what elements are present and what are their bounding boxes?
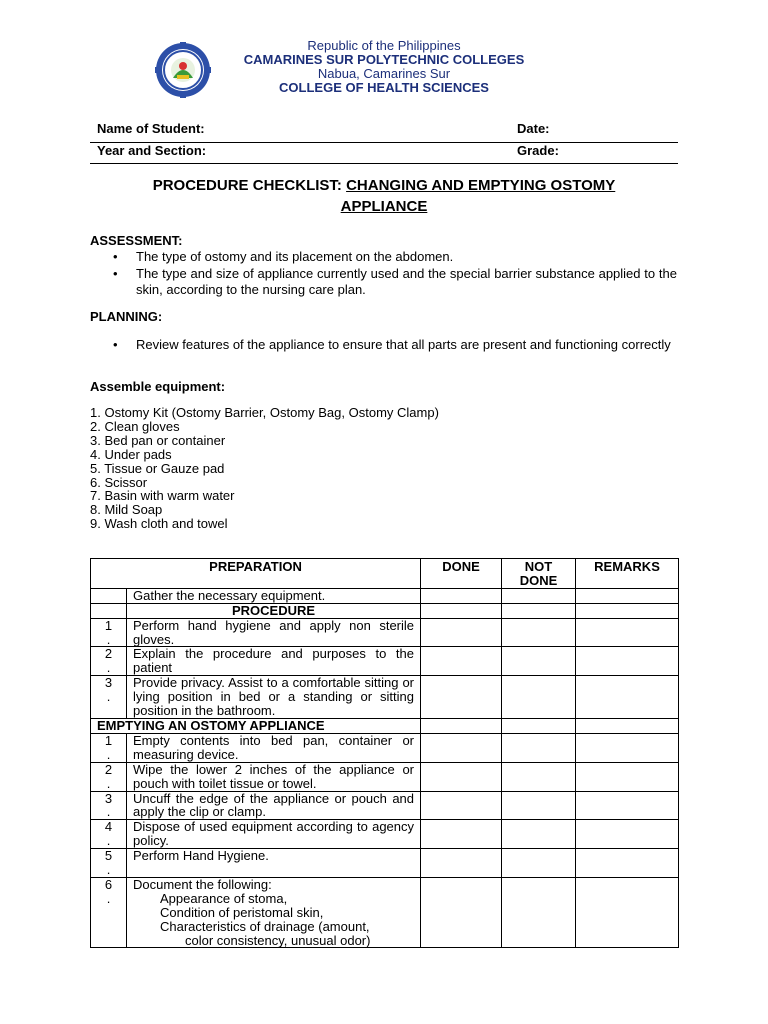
- step-text: Empty contents into bed pan, container or measuring device.: [127, 733, 421, 762]
- table-row: [91, 618, 679, 647]
- name-date-row: [90, 118, 678, 139]
- step-text: Provide privacy. Assist to a comfortable sitting or lying position in bed or a standing or sitting position in the bathroom.: [127, 676, 421, 719]
- row-number: 3 .: [91, 676, 127, 719]
- not-done-cell[interactable]: [502, 849, 576, 878]
- page-title-line2: [0, 198, 768, 215]
- remarks-cell[interactable]: [576, 849, 679, 878]
- row-number: 5 .: [91, 849, 127, 878]
- remarks-cell[interactable]: [576, 762, 679, 791]
- header-republic: Republic of the Philippines: [307, 38, 461, 53]
- done-cell[interactable]: [421, 762, 502, 791]
- step-text: Perform Hand Hygiene.: [127, 849, 421, 878]
- not-done-cell[interactable]: [502, 603, 576, 618]
- remarks-cell[interactable]: [576, 877, 679, 948]
- table-row: [91, 718, 679, 733]
- title-line1: CHANGING AND EMPTYING OSTOMY: [346, 177, 616, 194]
- header-location: Nabua, Camarines Sur: [317, 66, 451, 81]
- done-cell[interactable]: [421, 603, 502, 618]
- remarks-cell[interactable]: [576, 676, 679, 719]
- step-text: Dispose of used equipment according to agency policy.: [127, 820, 421, 849]
- equipment-item: 9. Wash cloth and towel: [90, 516, 228, 532]
- done-cell[interactable]: [421, 618, 502, 647]
- bullet-icon: •: [113, 249, 118, 264]
- col-remarks: REMARKS: [576, 559, 679, 589]
- equipment-item: 4. Under pads: [90, 446, 172, 462]
- date-label: Date:: [517, 121, 550, 136]
- equipment-item: 7. Basin with warm water: [90, 488, 235, 504]
- step-text: Uncuff the edge of the appliance or pouch and apply the clip or clamp.: [127, 791, 421, 820]
- not-done-cell[interactable]: [502, 877, 576, 948]
- col-done: DONE: [421, 559, 502, 589]
- title-prefix: PROCEDURE CHECKLIST:: [152, 177, 347, 194]
- table-row: [91, 849, 679, 878]
- done-cell[interactable]: [421, 718, 502, 733]
- done-cell[interactable]: [421, 676, 502, 719]
- table-row: [91, 676, 679, 719]
- bullet-icon: •: [113, 266, 118, 281]
- assessment-item: The type of ostomy and its placement on the abdomen.: [136, 249, 454, 264]
- not-done-cell[interactable]: [502, 647, 576, 676]
- step-text: Wipe the lower 2 inches of the appliance or pouch with toilet tissue or towel.: [127, 762, 421, 791]
- gather-text: Gather the necessary equipment.: [127, 588, 421, 603]
- year-label: Year and Section:: [97, 143, 207, 158]
- equipment-item: 2. Clean gloves: [90, 418, 180, 434]
- row-number: 6 .: [91, 877, 127, 948]
- table-header-row: [91, 559, 679, 589]
- not-done-cell[interactable]: [502, 733, 576, 762]
- table-row: [91, 820, 679, 849]
- remarks-cell[interactable]: [576, 718, 679, 733]
- done-cell[interactable]: [421, 733, 502, 762]
- row-number: 2 .: [91, 647, 127, 676]
- bullet-icon: •: [113, 337, 118, 352]
- divider: [90, 163, 678, 164]
- remarks-cell[interactable]: [576, 733, 679, 762]
- table-row: [91, 603, 679, 618]
- table-row: [91, 733, 679, 762]
- not-done-cell[interactable]: [502, 820, 576, 849]
- assessment-heading: ASSESSMENT:: [90, 233, 183, 248]
- remarks-cell[interactable]: [576, 603, 679, 618]
- not-done-cell[interactable]: [502, 588, 576, 603]
- row-number: 1 .: [91, 733, 127, 762]
- equipment-item: 6. Scissor: [90, 474, 148, 490]
- remarks-cell[interactable]: [576, 791, 679, 820]
- done-cell[interactable]: [421, 588, 502, 603]
- grade-label: Grade:: [517, 143, 559, 158]
- done-cell[interactable]: [421, 791, 502, 820]
- col-not-done: NOT DONE: [502, 559, 576, 589]
- done-cell[interactable]: [421, 820, 502, 849]
- done-cell[interactable]: [421, 849, 502, 878]
- row-number: 2 .: [91, 762, 127, 791]
- procedure-heading: PROCEDURE: [127, 603, 421, 618]
- remarks-cell[interactable]: [576, 618, 679, 647]
- assessment-item: The type and size of appliance currently used and the special barrier substance applied to the skin, according to the nursing care plan.: [136, 266, 677, 297]
- equipment-heading: Assemble equipment:: [90, 379, 226, 394]
- col-preparation: PREPARATION: [91, 559, 421, 589]
- equipment-item: 5. Tissue or Gauze pad: [90, 460, 225, 476]
- header-college-name: CAMARINES SUR POLYTECHNIC COLLEGES: [243, 52, 525, 67]
- row-number: 1 .: [91, 618, 127, 647]
- title-line2: APPLIANCE: [340, 198, 428, 215]
- equipment-item: 1. Ostomy Kit (Ostomy Barrier, Ostomy Bag, Ostomy Clamp): [90, 405, 439, 420]
- table-row: [91, 647, 679, 676]
- page-title: [0, 177, 768, 194]
- done-cell[interactable]: [421, 877, 502, 948]
- table-row: [91, 791, 679, 820]
- not-done-cell[interactable]: [502, 618, 576, 647]
- not-done-cell[interactable]: [502, 676, 576, 719]
- year-grade-row: [90, 140, 678, 161]
- table-row: [91, 588, 679, 603]
- emptying-heading: EMPTYING AN OSTOMY APPLIANCE: [91, 718, 421, 733]
- equipment-list: [90, 406, 439, 531]
- row-number: 3 .: [91, 791, 127, 820]
- step-text: Document the following: Appearance of stoma, Condition of peristomal skin, Characteristics of drainage (amount, color consistency, unusual odor): [127, 877, 421, 948]
- table-row: [91, 877, 679, 948]
- planning-heading: PLANNING:: [90, 309, 163, 324]
- remarks-cell[interactable]: [576, 647, 679, 676]
- remarks-cell[interactable]: [576, 588, 679, 603]
- equipment-item: 3. Bed pan or container: [90, 432, 226, 448]
- step-text: Explain the procedure and purposes to the patient: [127, 647, 421, 676]
- equipment-item: 8. Mild Soap: [90, 502, 163, 518]
- step-text: Perform hand hygiene and apply non sterile gloves.: [127, 618, 421, 647]
- planning-item: Review features of the appliance to ensure that all parts are present and functioning correctly: [136, 337, 671, 352]
- remarks-cell[interactable]: [576, 820, 679, 849]
- row-number: 4 .: [91, 820, 127, 849]
- not-done-cell[interactable]: [502, 762, 576, 791]
- name-label: Name of Student:: [97, 121, 205, 136]
- not-done-cell[interactable]: [502, 791, 576, 820]
- checklist-table: [90, 558, 679, 948]
- done-cell[interactable]: [421, 647, 502, 676]
- table-row: [91, 762, 679, 791]
- not-done-cell[interactable]: [502, 718, 576, 733]
- header-department: COLLEGE OF HEALTH SCIENCES: [279, 80, 489, 95]
